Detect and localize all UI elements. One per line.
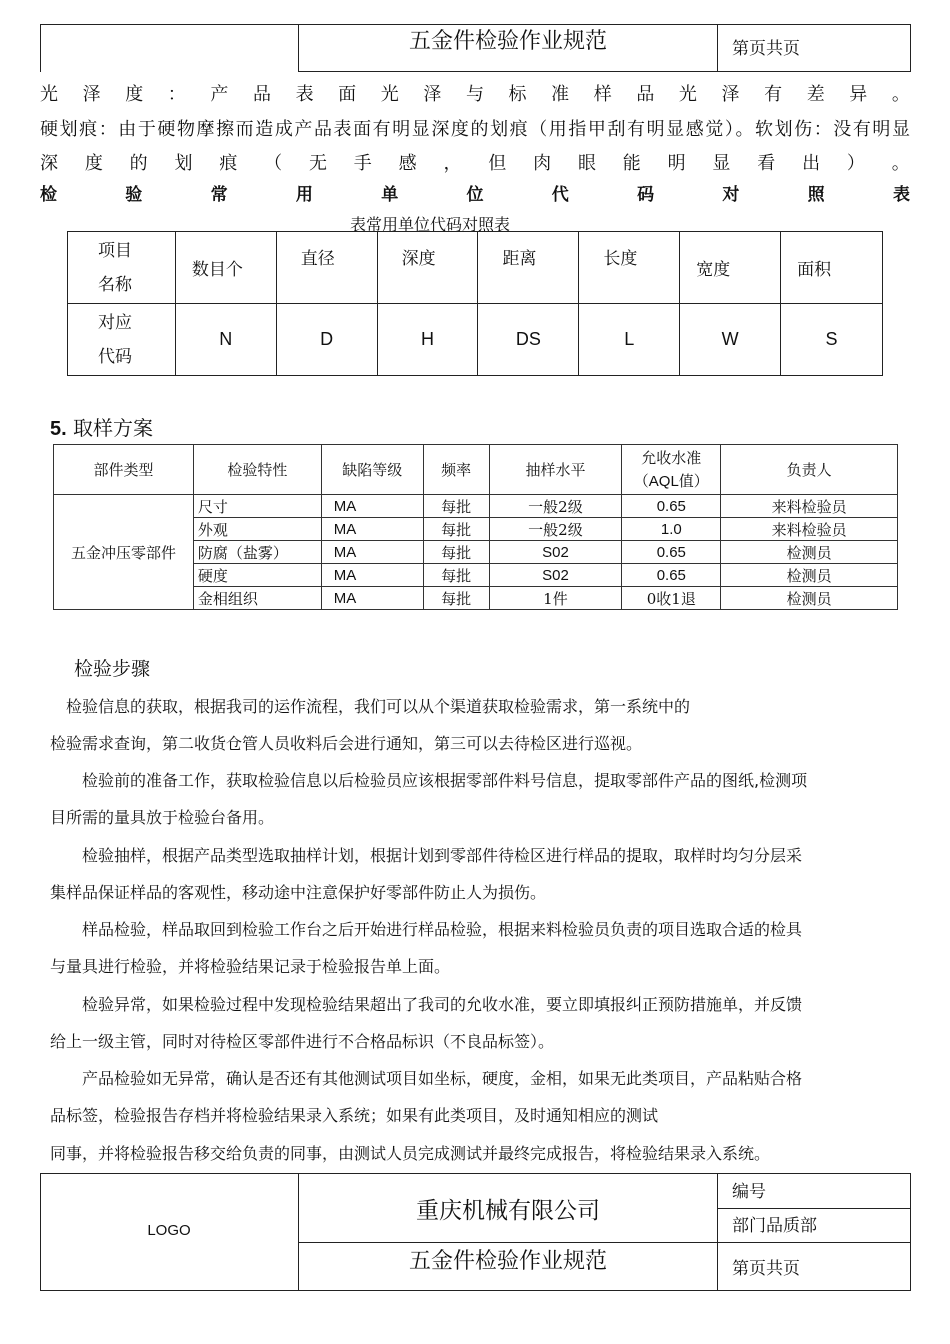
spaced-char: 验 [125,185,143,205]
spaced-char: 明 [667,153,686,174]
spaced-char: 深 [40,153,58,174]
sampling-level-cell: 1件 [489,587,622,610]
unit-name-cell: 距离 [478,232,579,304]
row-label-code: 对应 代码 [68,304,176,376]
spaced-char: 痕 [219,153,238,174]
spaced-char: 泽 [423,84,442,105]
unit-table-caption: 表常用单位代码对照表 [349,215,510,234]
header-page-label: 第页共页 [732,39,800,59]
col-header: 检验特性 [193,445,321,495]
spaced-char: ： [167,84,186,105]
unit-name-cell: 面积 [781,232,883,304]
spaced-char: 面 [338,84,357,105]
spaced-char: 的 [129,153,148,174]
col-header: 抽样水平 [489,445,622,495]
step-line: 检验需求查询，第二收货仓管人员收料后会进行通知，第三可以去待检区进行巡视。 [50,734,643,753]
spaced-char: 划 [174,153,193,174]
spaced-char: 无 [308,153,327,174]
spaced-char: 看 [757,153,776,174]
spaced-char: 单 [381,185,399,205]
footer-company-name: 重庆机械有限公司 [416,1198,600,1224]
footer-doc-title: 五金件检验作业规范 [408,1249,607,1274]
spaced-char: 准 [551,84,570,105]
spaced-char: 肉 [533,153,552,174]
defect-level-cell: MA [321,541,423,564]
col-header-aql: 允收水准 （AQL值） [622,445,721,495]
owner-cell: 检测员 [721,541,898,564]
step-line: 检验抽样，根据产品类型选取抽样计划，根据计划到零部件待检区进行样品的提取，取样时均匀分层采 [50,846,803,865]
spaced-char: 表 [892,185,910,205]
spaced-char: 品 [252,84,271,105]
feature-cell: 硬度 [193,564,321,587]
frequency-cell: 每批 [423,518,489,541]
sampling-level-cell: S02 [489,541,622,564]
step-line: 集样品保证样品的客观性，移动途中注意保护好零部件防止人为损伤。 [50,883,547,902]
spaced-char: 与 [465,84,484,105]
spaced-char: （ [264,153,283,174]
unit-code-cell: L [579,304,680,376]
aql-cell: 1.0 [622,518,721,541]
spaced-char: 眼 [577,153,596,174]
step-line: 品标签，检验报告存档并将检验结果录入系统；如果有此类项目，及时通知相应的测试 [50,1106,659,1125]
spaced-char: 有 [764,84,783,105]
step-line: 样品检验，样品取回到检验工作台之后开始进行样品检验，根据来料检验员负责的项目选取合适的检具 [50,920,803,939]
inspection-steps-heading: 检验步骤 [74,658,151,680]
definition-gloss-line [40,80,910,110]
definition-soft-scratch-line [40,149,910,179]
frequency-cell: 每批 [423,564,489,587]
unit-name-cell: 数目个 [175,232,276,304]
part-type-cell: 五金冲压零部件 [54,495,194,610]
defect-level-cell: MA [321,564,423,587]
owner-cell: 检测员 [721,587,898,610]
unit-name-cell: 深度 [377,232,478,304]
step-line: 给上一级主管，同时对待检区零部件进行不合格品标识（不良品标签）。 [50,1032,555,1051]
unit-code-cell: H [377,304,478,376]
step-line: 与量具进行检验，并将检验结果记录于检验报告单上面。 [50,957,451,976]
spaced-char: 表 [295,84,314,105]
header-doc-title: 五金件检验作业规范 [408,29,607,54]
frequency-cell: 每批 [423,541,489,564]
step-line: 检验前的准备工作，获取检验信息以后检验员应该根据零部件料号信息，提取零部件产品的图纸,检测项 [50,771,808,790]
frequency-cell: 每批 [423,495,489,518]
sampling-plan-table [53,444,898,610]
unit-code-cell: N [175,304,276,376]
frequency-cell: 每批 [423,587,489,610]
feature-cell: 金相组织 [193,587,321,610]
footer-page-label: 第页共页 [732,1259,800,1279]
col-header: 部件类型 [54,445,194,495]
unit-name-cell: 长度 [579,232,680,304]
spaced-char: 泽 [721,84,740,105]
spaced-char: 能 [622,153,641,174]
row-label-item-name: 项目 名称 [68,232,176,304]
spaced-char: 。 [891,153,910,174]
defect-level-cell: MA [321,518,423,541]
unit-table-heading [40,180,910,210]
spaced-char: 出 [802,153,821,174]
section-title: 取样方案 [73,416,154,440]
col-header: 缺陷等级 [321,445,423,495]
unit-code-cell: DS [478,304,579,376]
owner-cell: 来料检验员 [721,495,898,518]
spaced-char: 泽 [82,84,101,105]
defect-level-cell: MA [321,587,423,610]
step-line: 检验异常，如果检验过程中发现检验结果超出了我司的允收水准，要立即填报纠正预防措施单，并反馈 [50,995,803,1014]
unit-code-cell: D [276,304,377,376]
spaced-char: 度 [125,84,144,105]
unit-code-cell: S [781,304,883,376]
unit-code-table [67,231,883,376]
spaced-char: 光 [380,84,399,105]
spaced-char: 码 [637,185,655,205]
spaced-char: 对 [722,185,740,205]
definition-scratch-line: 硬划痕：由于硬物摩擦而造成产品表面有明显深度的划痕（用指甲刮有明显感觉）。软划伤：没有明显 [40,119,910,140]
col-header: 负责人 [721,445,898,495]
spaced-char: 差 [806,84,825,105]
aql-cell: 0.65 [622,564,721,587]
aql-cell: 0.65 [622,495,721,518]
spaced-char: 光 [678,84,697,105]
aql-cell: 0.65 [622,541,721,564]
spaced-char: 产 [210,84,229,105]
unit-name-cell: 直径 [276,232,377,304]
spaced-char: 感 [398,153,417,174]
footer-dept-label: 部门品质部 [732,1216,817,1236]
feature-cell: 防腐（盐雾） [193,541,321,564]
sampling-level-cell: 一般2级 [489,495,622,518]
spaced-char: 显 [712,153,731,174]
spaced-char: 常 [210,185,228,205]
feature-cell: 外观 [193,518,321,541]
defect-level-cell: MA [321,495,423,518]
logo: LOGO [147,1222,191,1239]
spaced-char: 品 [636,84,655,105]
step-line: 目所需的量具放于检验台备用。 [50,808,275,827]
unit-name-cell: 宽度 [680,232,781,304]
step-line: 检验信息的获取，根据我司的运作流程，我们可以从个渠道获取检验需求，第一系统中的 [50,697,691,716]
step-line: 同事，并将检验报告移交给负责的同事，由测试人员完成测试并最终完成报告，将检验结果录入系统。 [50,1144,771,1163]
col-header: 频率 [423,445,489,495]
spaced-char: 手 [353,153,372,174]
sampling-level-cell: S02 [489,564,622,587]
spaced-char: 但 [488,153,507,174]
spaced-char: 异 [849,84,868,105]
spaced-char: 检 [40,185,57,205]
spaced-char: 样 [593,84,612,105]
footer-number-label: 编号 [732,1182,766,1202]
spaced-char: 光 [40,84,58,105]
spaced-char: 标 [508,84,527,105]
aql-cell: 0收1退 [622,587,721,610]
section-number: 5. [50,418,67,440]
spaced-char: 度 [84,153,103,174]
owner-cell: 来料检验员 [721,518,898,541]
step-line: 产品检验如无异常，确认是否还有其他测试项目如坐标，硬度，金相，如果无此类项目，产品粘贴合格 [50,1069,803,1088]
unit-code-cell: W [680,304,781,376]
spaced-char: 代 [551,185,569,205]
owner-cell: 检测员 [721,564,898,587]
spaced-char: ， [443,153,462,174]
spaced-char: 照 [807,185,825,205]
spaced-char: ） [846,153,865,174]
spaced-char: 。 [891,84,910,105]
sampling-level-cell: 一般2级 [489,518,622,541]
spaced-char: 位 [466,185,484,205]
feature-cell: 尺寸 [193,495,321,518]
section-5-heading [50,412,153,441]
spaced-char: 用 [295,185,313,205]
